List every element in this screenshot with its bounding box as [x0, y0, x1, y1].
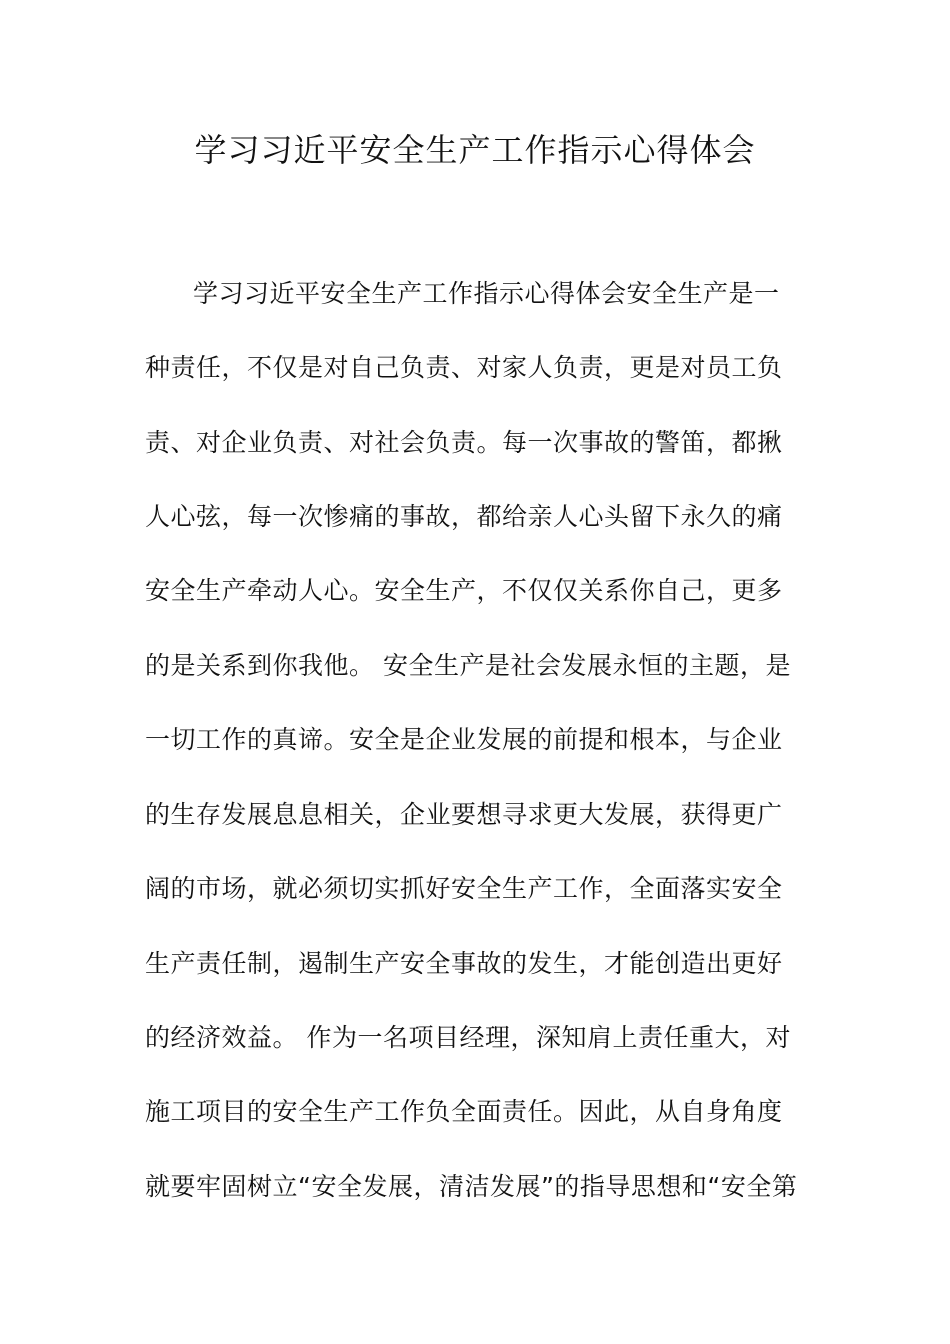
paragraph-line: 生产责任制，遏制生产安全事故的发生，才能创造出更好	[145, 949, 783, 978]
paragraph-line: 一切工作的真谛。安全是企业发展的前提和根本，与企业	[145, 725, 783, 754]
paragraph-line: 的是关系到你我他。 安全生产是社会发展永恒的主题，是	[145, 651, 791, 680]
paragraph-line: 安全生产牵动人心。安全生产，不仅仅关系你自己，更多	[145, 576, 783, 605]
paragraph-line: 责、对企业负责、对社会负责。每一次事故的警笛，都揪	[145, 428, 783, 457]
paragraph-line: 的经济效益。 作为一名项目经理，深知肩上责任重大，对	[145, 1023, 791, 1052]
paragraph-line: 学习习近平安全生产工作指示心得体会安全生产是一	[193, 279, 780, 308]
paragraph-line: 就要牢固树立“安全发展，清洁发展”的指导思想和“安全第	[145, 1172, 798, 1201]
paragraph-line: 种责任，不仅是对自己负责、对家人负责，更是对员工负	[145, 353, 783, 382]
paragraph-line: 施工项目的安全生产工作负全面责任。因此，从自身角度	[145, 1097, 783, 1126]
paragraph-line: 人心弦，每一次惨痛的事故，都给亲人心头留下永久的痛	[145, 502, 783, 531]
document-title: 学习习近平安全生产工作指示心得体会	[194, 131, 756, 169]
paragraph-line: 的生存发展息息相关，企业要想寻求更大发展，获得更广	[145, 800, 783, 829]
paragraph-line: 阔的市场，就必须切实抓好安全生产工作，全面落实安全	[145, 874, 783, 903]
